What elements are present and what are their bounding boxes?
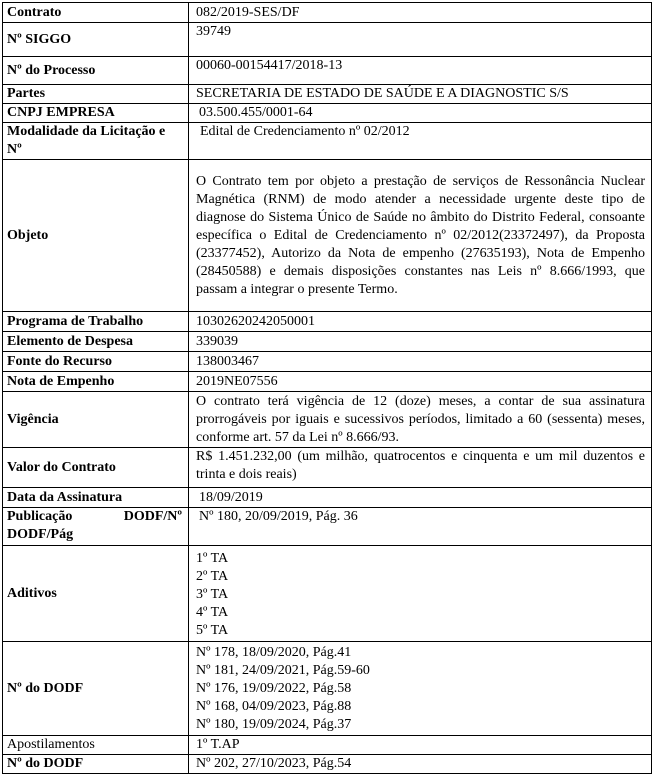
row-data [3, 488, 652, 508]
value-partes: SECRETARIA DE ESTADO DE SAÚDE E A DIAGNOSTIC S/S [189, 85, 652, 104]
value-apostilamentos: 1º T.AP [189, 736, 652, 755]
row-cnpj [3, 104, 652, 123]
label-nota: Nota de Empenho [3, 372, 189, 392]
value-processo: 00060-00154417/2018-13 [189, 57, 652, 85]
value-fonte: 138003467 [189, 352, 652, 372]
list-item: 4º TA [196, 605, 229, 620]
row-processo [3, 57, 652, 85]
label-apostilamentos: Apostilamentos [3, 736, 189, 755]
label-dodf: Nº do DODF [3, 642, 189, 736]
row-partes [3, 85, 652, 104]
value-data: 18/09/2019 [189, 488, 652, 508]
row-vigencia [3, 392, 652, 448]
list-item: Nº 180, 19/09/2024, Pág.37 [196, 716, 352, 732]
value-modalidade: Edital de Credenciamento nº 02/2012 [189, 123, 652, 160]
label-programa: Programa de Trabalho [3, 312, 189, 332]
label-objeto: Objeto [3, 160, 189, 312]
list-item: Nº 176, 19/09/2022, Pág.58 [196, 680, 352, 696]
label-contrato: Contrato [3, 3, 189, 23]
value-nota: 2019NE07556 [189, 372, 652, 392]
value-elemento: 339039 [189, 332, 652, 352]
label-publicacao [3, 508, 189, 546]
row-valor [3, 448, 652, 488]
value-dodf-apostilamento: Nº 202, 27/10/2023, Pág.54 [189, 755, 652, 774]
label-cnpj: CNPJ EMPRESA [3, 104, 189, 123]
row-contrato [3, 3, 652, 23]
list-item: 5º TA [196, 623, 229, 638]
contract-summary-sheet [2, 2, 652, 772]
contract-table [2, 2, 652, 774]
row-siggo [3, 23, 652, 57]
label-fonte: Fonte do Recurso [3, 352, 189, 372]
row-aditivos [3, 546, 652, 642]
row-apostilamentos [3, 736, 652, 755]
label-publicacao-a: Publicação [7, 509, 73, 524]
label-data: Data da Assinatura [3, 488, 189, 508]
list-item: 2º TA [196, 569, 229, 584]
row-dodf [3, 642, 652, 736]
list-item: Nº 168, 04/09/2023, Pág.88 [196, 698, 352, 714]
value-aditivos [189, 546, 652, 642]
row-publicacao [3, 508, 652, 546]
row-dodf-apostilamento [3, 755, 652, 774]
label-elemento: Elemento de Despesa [3, 332, 189, 352]
row-programa [3, 312, 652, 332]
value-cnpj: 03.500.455/0001-64 [189, 104, 652, 123]
value-programa: 10302620242050001 [189, 312, 652, 332]
value-objeto: O Contrato tem por objeto a prestação de serviços de Ressonância Nuclear Magnética (RNM) de modo atender a necessidade urgente deste tipo de diagnose do Sistema Único de Saúde no âmbito do Distrito Federal, consoante específica o Edital de Credenciamento nº 02/2012(23372497), da Proposta (23377452), Autorizo da Nota de empenho (27635193), Nota de Empenho (28450588) e demais disposições constantes nas Leis nº 8.666/1993, que passam a integrar o presente Termo. [189, 160, 652, 312]
label-aditivos: Aditivos [3, 546, 189, 642]
value-siggo: 39749 [189, 23, 652, 57]
value-valor: R$ 1.451.232,00 (um milhão, quatrocentos e cinquenta e um mil duzentos e trinta e dois reais) [189, 448, 652, 488]
label-dodf-apostilamento: Nº do DODF [3, 755, 189, 774]
label-valor: Valor do Contrato [3, 448, 189, 488]
list-item: 1º TA [196, 551, 229, 566]
value-dodf [189, 642, 652, 736]
label-siggo: Nº SIGGO [3, 23, 189, 57]
value-contrato: 082/2019-SES/DF [189, 3, 652, 23]
row-modalidade [3, 123, 652, 160]
label-processo: Nº do Processo [3, 57, 189, 85]
list-item: 3º TA [196, 587, 229, 602]
label-modalidade: Modalidade da Licitação e Nº [3, 123, 189, 160]
row-fonte [3, 352, 652, 372]
label-publicacao-b: DODF/Nº [123, 509, 182, 524]
label-partes: Partes [3, 85, 189, 104]
row-nota [3, 372, 652, 392]
label-vigencia: Vigência [3, 392, 189, 448]
list-item: Nº 181, 24/09/2021, Pág.59-60 [196, 662, 370, 678]
value-publicacao: Nº 180, 20/09/2019, Pág. 36 [189, 508, 652, 546]
value-vigencia: O contrato terá vigência de 12 (doze) meses, a contar de sua assinatura prorrogáveis por iguais e sucessivos períodos, limitado a 60 (sessenta) meses, conforme art. 57 da Lei nº 8.666/93. [189, 392, 652, 448]
label-publicacao-c: DODF/Pág [7, 527, 74, 542]
list-item: Nº 178, 18/09/2020, Pág.41 [196, 644, 352, 660]
row-objeto [3, 160, 652, 312]
row-elemento [3, 332, 652, 352]
